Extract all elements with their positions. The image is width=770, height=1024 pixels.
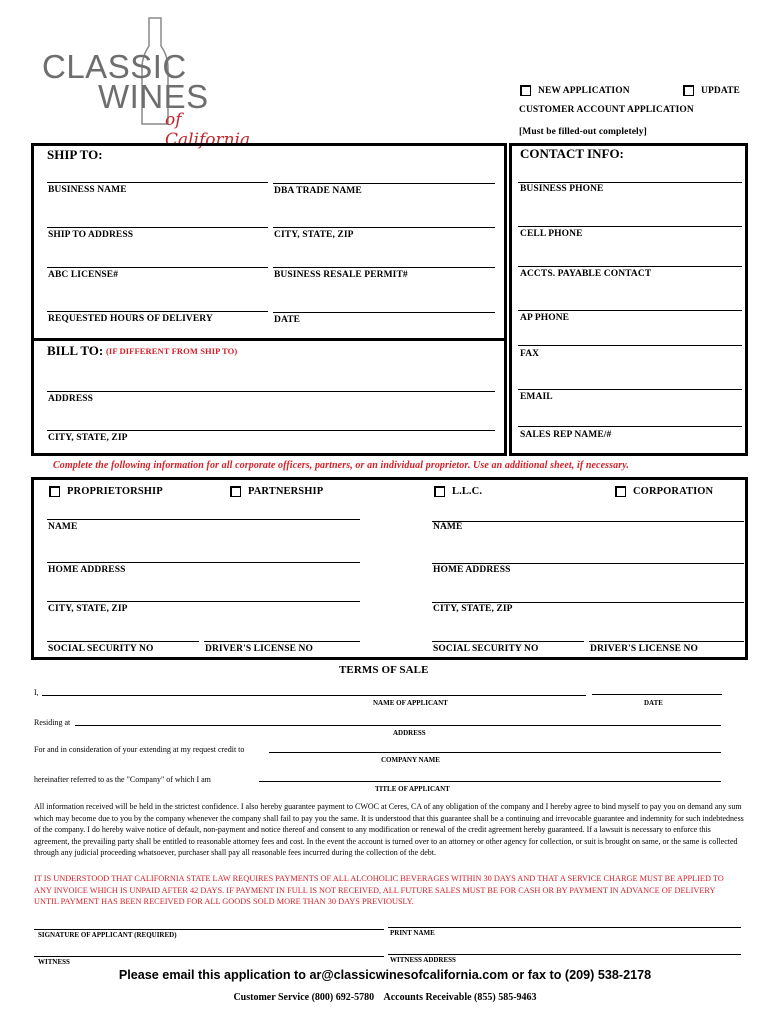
logo-of-california: of California: [165, 110, 251, 150]
business-name-label: BUSINESS NAME: [48, 185, 127, 195]
signature-label: SIGNATURE OF APPLICANT (REQUIRED): [38, 931, 177, 939]
company-logo: [40, 14, 265, 150]
delivery-hours-label: REQUESTED HOURS OF DELIVERY: [48, 314, 213, 324]
witness-address-label: WITNESS ADDRESS: [390, 956, 456, 964]
fax-label: FAX: [520, 349, 540, 359]
ship-city-label: CITY, STATE, ZIP: [274, 230, 354, 240]
form-note: [Must be filled-out completely]: [519, 127, 647, 137]
hereinafter-text: hereinafter referred to as the "Company" of which I am: [34, 775, 211, 784]
new-application-checkbox[interactable]: [520, 85, 531, 96]
consideration-text: For and in consideration of your extending at my request credit to: [34, 745, 245, 754]
bill-to-note: (IF DIFFERENT FROM SHIP TO): [106, 346, 238, 356]
officer1-name-label: NAME: [48, 522, 78, 532]
form-title: CUSTOMER ACCOUNT APPLICATION: [519, 105, 694, 115]
officer2-city-label: CITY, STATE, ZIP: [433, 604, 513, 614]
dba-label: DBA TRADE NAME: [274, 186, 362, 196]
company-name-label: COMPANY NAME: [381, 756, 440, 764]
corporation-checkbox[interactable]: [615, 486, 626, 497]
print-name-label: PRINT NAME: [390, 929, 435, 937]
resale-permit-label: BUSINESS RESALE PERMIT#: [274, 270, 408, 280]
proprietorship-label: PROPRIETORSHIP: [67, 486, 163, 497]
proprietorship-checkbox[interactable]: [49, 486, 60, 497]
officer2-address-label: HOME ADDRESS: [433, 565, 511, 575]
ap-phone-label: AP PHONE: [520, 313, 570, 323]
terms-paragraph: All information received will be held in the strictest confidence. I also hereby guarantee payment to CWOC at Ceres, CA of any obligation of the company and I hereby agree to bind myself to pay you on demand any sum which may become due to you by the company whenever the company shall fail to pay you the same. It is understood that this guarantee shall be a continuing and irrevocable guarantee and indemnity for such indebtedness of the company. I do hereby waive notice of default, non-payment and notice thereof and consent to any modification or renewal of the credit agreement hereby guaranteed. If a lawsuit is necessary to enforce this agreement, the prevailing party shall be entitled to reasonable attorney fees and cost. In the event the account is turned over to an attorney or other agency for collection, or suit is brought on same, or the same is collected through any judicial proceeding whatsoever, purchaser shall pay all reasonable fees incurred during the collection of the debt.: [34, 802, 744, 858]
business-phone-label: BUSINESS PHONE: [520, 184, 604, 194]
update-checkbox[interactable]: [683, 85, 694, 96]
update-label: UPDATE: [701, 86, 740, 96]
logo-classic: CLASSIC: [42, 48, 187, 85]
llc-label: L.L.C.: [452, 486, 483, 497]
partnership-checkbox[interactable]: [230, 486, 241, 497]
ship-address-label: SHIP TO ADDRESS: [48, 230, 134, 240]
partnership-label: PARTNERSHIP: [248, 486, 324, 497]
footer-email-line: Please email this application to ar@classicwinesofcalifornia.com or fax to (209) 538-2178: [118, 967, 652, 982]
corporation-label: CORPORATION: [633, 486, 714, 497]
officer1-city-label: CITY, STATE, ZIP: [48, 604, 128, 614]
terms-date-label: DATE: [644, 699, 663, 707]
title-of-applicant-label: TITLE OF APPLICANT: [375, 785, 450, 793]
ship-to-heading: SHIP TO:: [47, 147, 103, 162]
terms-i: I,: [34, 688, 39, 697]
cell-phone-label: CELL PHONE: [520, 229, 583, 239]
name-of-applicant-label: NAME OF APPLICANT: [373, 699, 448, 707]
bill-city-label: CITY, STATE, ZIP: [48, 433, 128, 443]
officer2-name-label: NAME: [433, 522, 463, 532]
residing-at-text: Residing at: [34, 718, 71, 727]
accts-payable-label: ACCTS. PAYABLE CONTACT: [520, 269, 652, 279]
officer1-ssn-label: SOCIAL SECURITY NO: [48, 644, 154, 654]
email-label: EMAIL: [520, 392, 553, 402]
officer1-dl-label: DRIVER'S LICENSE NO: [205, 644, 314, 654]
bill-address-label: ADDRESS: [48, 394, 94, 404]
terms-address-label: ADDRESS: [393, 729, 426, 737]
officers-instruction: Complete the following information for all corporate officers, partners, or an individual proprietor. Use an additional sheet, if necessary.: [53, 460, 629, 471]
officer2-ssn-label: SOCIAL SECURITY NO: [433, 644, 539, 654]
witness-label: WITNESS: [38, 958, 70, 966]
llc-checkbox[interactable]: [434, 486, 445, 497]
footer-service-line: Customer Service (800) 692-5780 Accounts Receivable (855) 585-9463: [233, 992, 537, 1003]
contact-info-heading: CONTACT INFO:: [520, 146, 624, 161]
terms-red-paragraph: IT IS UNDERSTOOD THAT CALIFORNIA STATE LAW REQUIRES PAYMENTS OF ALL ALCOHOLIC BEVERAGES WITHIN 30 DAYS AND THAT A SERVICE CHARGE MUST BE APPLIED TO ANY INVOICE WHICH IS UNPAID AFTER 42 DAYS. IF PAYMENT IN FULL IS NOT RECEIVED, ALL FUTURE SALES MUST BE FOR CASH OR BY PAYMENT IN ADVANCE OF DELIVERY UNTIL PAYMENT HAS BEEN RECEIVED FOR ALL GOODS SOLD MORE THAN 30 DAYS PREVIOUSLY.: [34, 874, 724, 907]
officers-box: [31, 477, 748, 660]
sales-rep-label: SALES REP NAME/#: [520, 430, 612, 440]
terms-heading: TERMS OF SALE: [339, 664, 429, 676]
bill-to-divider: [33, 338, 505, 341]
officer1-address-label: HOME ADDRESS: [48, 565, 126, 575]
officer2-dl-label: DRIVER'S LICENSE NO: [590, 644, 699, 654]
abc-license-label: ABC LICENSE#: [48, 270, 119, 280]
bill-to-heading: BILL TO:: [47, 343, 104, 358]
delivery-date-label: DATE: [274, 315, 301, 325]
new-application-label: NEW APPLICATION: [538, 86, 630, 96]
logo-wines: WINES: [98, 78, 209, 115]
